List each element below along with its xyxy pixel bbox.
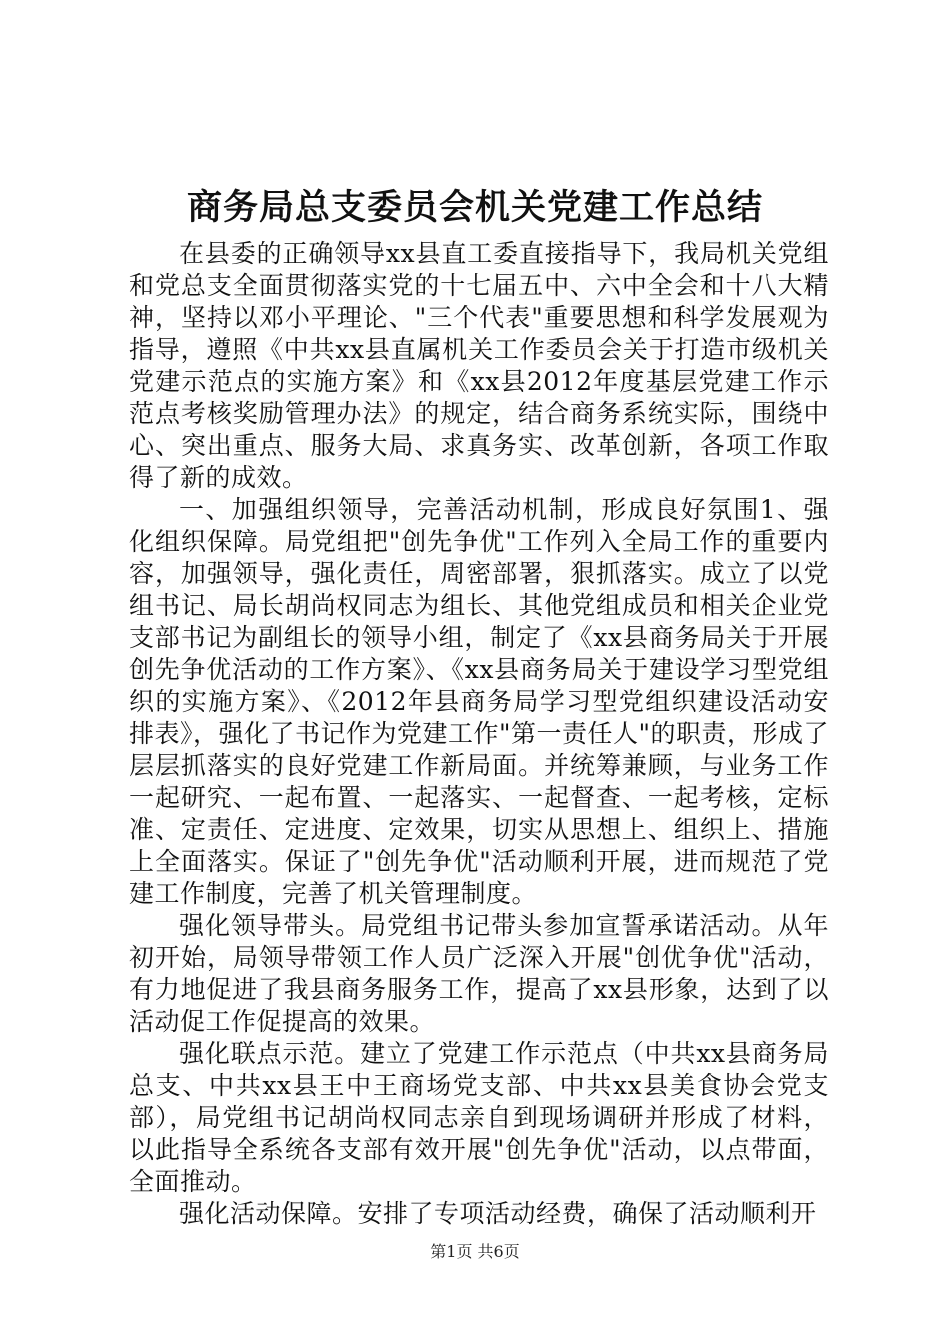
document-body [129, 238, 829, 1230]
paragraph-intro: 在县委的正确领导xx县直工委直接指导下，我局机关党组和党总支全面贯彻落实党的十七届五中、六中全会和十八大精神，坚持以邓小平理论、"三个代表"重要思想和科学发展观为指导，遵照《中共xx县直属机关工作委员会关于打造市级机关党建示范点的实施方案》和《xx县2012年度基层党建工作示范点考核奖励管理办法》的规定，结合商务系统实际，围绕中心、突出重点、服务大局、求真务实、改革创新，各项工作取得了新的成效。 [129, 239, 829, 492]
paragraph-section-one: 一、加强组织领导，完善活动机制，形成良好氛围1、强化组织保障。局党组把"创先争优"工作列入全局工作的重要内容，加强领导，强化责任，周密部署，狠抓落实。成立了以党组书记、局长胡尚权同志为组长、其他党组成员和相关企业党支部书记为副组长的领导小组，制定了《xx县商务局关于开展创先争优活动的工作方案》、《xx县商务局关于建设学习型党组织的实施方案》、《2012年县商务局学习型党组织建设活动安排表》，强化了书记作为党建工作"第一责任人"的职责，形成了层层抓落实的良好党建工作新局面。并统筹兼顾，与业务工作一起研究、一起布置、一起落实、一起督查、一起考核，定标准、定责任、定进度、定效果，切实从思想上、组织上、措施上全面落实。保证了"创先争优"活动顺利开展，进而规范了党建工作制度，完善了机关管理制度。 [129, 495, 830, 908]
paragraph-guarantee: 强化活动保障。安排了专项活动经费，确保了活动顺利开 [179, 1199, 817, 1228]
paragraph-leadership: 强化领导带头。局党组书记带头参加宣誓承诺活动。从年初开始，局领导带领工作人员广泛深入开展"创优争优"活动，有力地促进了我县商务服务工作，提高了xx县形象，达到了以活动促工作促提高的效果。 [129, 911, 829, 1036]
document-title: 商务局总支委员会机关党建工作总结 [186, 187, 763, 228]
page-number-footer: 第1页 共6页 [430, 1242, 520, 1261]
paragraph-demonstration: 强化联点示范。建立了党建工作示范点（中共xx县商务局总支、中共xx县王中王商场党支部、中共xx县美食协会党支部），局党组书记胡尚权同志亲自到现场调研并形成了材料，以此指导全系统各支部有效开展"创先争优"活动，以点带面，全面推动。 [129, 1039, 829, 1196]
